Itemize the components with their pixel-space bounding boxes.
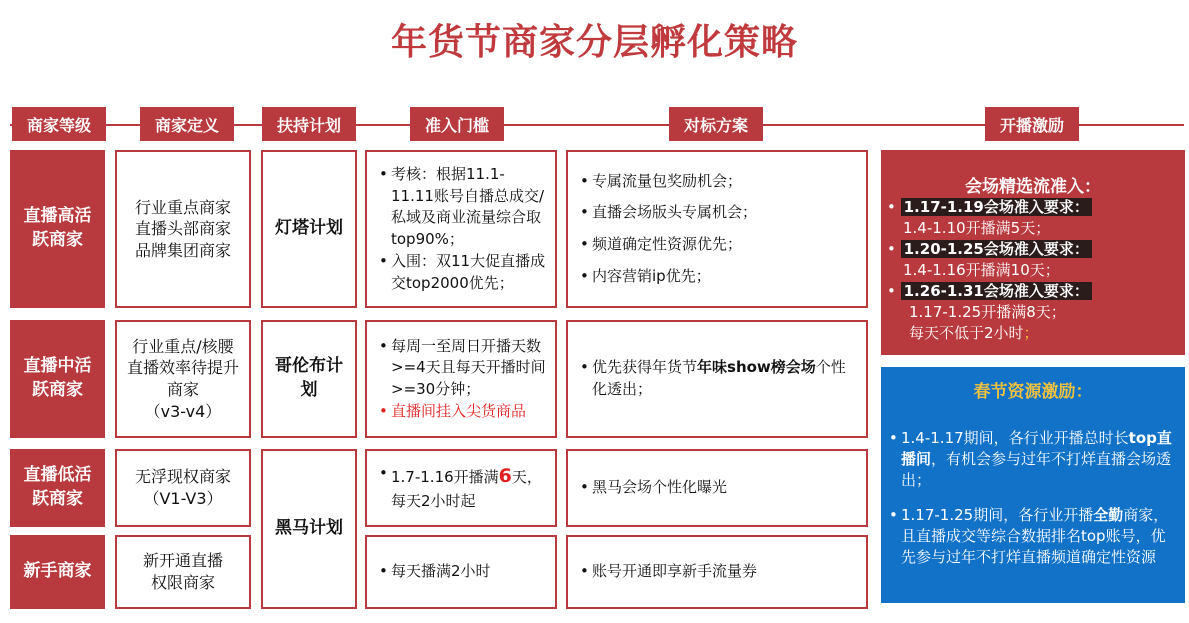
incentive-venue-title: 会场精选流准入：	[965, 177, 1101, 197]
definition-line: （v3-v4）	[144, 401, 222, 421]
spring-text: ，有机会参与过年不打烊直播会场透出；	[901, 450, 1172, 489]
benchmark-low	[566, 449, 868, 527]
header-benchmark: 对标方案	[669, 107, 763, 141]
benchmark-item: • 专属流量包奖励机会；	[592, 171, 858, 193]
definition-line: 直播效率待提升	[126, 358, 239, 378]
definition-low	[115, 449, 251, 527]
benchmark-text: 新手流量券	[682, 562, 758, 581]
venue-req-3: • 1.26-1.31会场准入要求：	[887, 281, 1175, 302]
spring-bold: top直播间	[901, 429, 1172, 468]
incentive-spring-title: 春节资源激励：	[973, 382, 1093, 402]
spring-text: 1.17-1.25期间，各行业开播	[901, 506, 1094, 524]
definition-high	[115, 150, 251, 308]
level-new	[10, 535, 105, 609]
benchmark-item: • 直播会场版头专属机会；	[592, 202, 858, 224]
plan-darkhorse	[261, 449, 357, 609]
benchmark-mid	[566, 320, 868, 438]
benchmark-high	[566, 150, 868, 308]
benchmark-text: 账号开通即享	[592, 562, 683, 581]
venue-req-detail	[887, 323, 1175, 344]
spring-item	[901, 505, 1175, 568]
venue-req-2: • 1.20-1.25会场准入要求：	[887, 239, 1175, 260]
venue-req-detail: 1.17-1.25开播满8天；	[909, 303, 1066, 321]
threshold-text: 天，每天2小时起	[391, 468, 542, 510]
threshold-item: • 每周一至周日开播天数>=4天且每天开播时间>=30分钟；	[391, 336, 547, 401]
header-plan: 扶持计划	[262, 107, 356, 141]
level-low	[10, 449, 105, 527]
venue-req-label: 1.20-1.25会场准入要求：	[901, 240, 1092, 258]
header-definition: 商家定义	[140, 107, 234, 141]
threshold-new	[365, 535, 557, 609]
definition-line: 权限商家	[150, 573, 215, 592]
venue-req-label: 1.26-1.31会场准入要求：	[901, 282, 1092, 300]
header-level: 商家等级	[12, 107, 106, 141]
level-high	[10, 150, 105, 308]
threshold-mid	[365, 320, 557, 438]
threshold-text: 1.7-1.16开播满	[391, 468, 499, 487]
plan-columbus	[261, 320, 357, 438]
definition-line: 行业重点商家	[134, 197, 231, 217]
threshold-item: • 每天播满2小时	[391, 561, 491, 583]
venue-req-1: • 1.17-1.19会场准入要求：	[887, 197, 1175, 218]
definition-line: 品牌集团商家	[134, 240, 231, 260]
spring-text: 商家，且直播成交等综合数据排名top账号，优先参与过年不打烊直播频道确定性资源	[901, 506, 1169, 566]
benchmark-text: 个性化透出；	[592, 358, 846, 398]
definition-line: 直播头部商家	[134, 219, 231, 239]
plan-label: 灯塔计划	[275, 218, 343, 239]
definition-line: 商家	[166, 380, 199, 399]
threshold-item-highlight: • 直播间挂入尖货商品	[391, 401, 547, 423]
benchmark-item	[592, 357, 858, 401]
spring-item	[901, 428, 1175, 491]
level-low-label: 直播低活跃商家	[23, 465, 92, 509]
header-incentive: 开播激励	[985, 107, 1079, 141]
definition-mid	[115, 320, 251, 438]
level-new-label: 新手商家	[23, 561, 92, 582]
definition-line: （V1-V3）	[143, 489, 223, 508]
incentive-venue-panel	[881, 150, 1185, 355]
threshold-days: 6	[498, 465, 512, 488]
spring-bold: 全勤	[1093, 506, 1124, 524]
venue-req-text: 每天不低于2小时	[909, 324, 1024, 342]
threshold-item: • 考核：根据11.1-11.11账号自播总成交/私域及商业流量综合取top90%；	[391, 164, 547, 251]
plan-label: 哥伦布计划	[275, 356, 343, 400]
benchmark-item: • 黑马会场个性化曝光	[592, 477, 727, 499]
threshold-item: • 入围：双11大促直播成交top2000优先；	[391, 251, 547, 295]
header-threshold: 准入门槛	[410, 107, 504, 141]
threshold-high	[365, 150, 557, 308]
threshold-item	[391, 463, 547, 512]
spring-text: 1.4-1.17期间，各行业开播总时长	[901, 429, 1129, 447]
page-title: 年货节商家分层孵化策略	[390, 22, 798, 63]
plan-lighthouse	[261, 150, 357, 308]
benchmark-venue: 年味show榜会场	[697, 358, 816, 377]
venue-req-end: ；	[1023, 324, 1039, 342]
benchmark-new	[566, 535, 868, 609]
level-mid	[10, 320, 105, 438]
benchmark-text: 优先获得年货节	[592, 358, 698, 377]
venue-req-label: 1.17-1.19会场准入要求：	[901, 198, 1092, 216]
plan-label: 黑马计划	[275, 518, 343, 539]
benchmark-item: • 内容营销ip优先；	[592, 266, 858, 288]
benchmark-item	[592, 561, 757, 583]
definition-line: 行业重点/核腰	[132, 336, 234, 356]
venue-req-detail: 1.4-1.10开播满5天；	[903, 219, 1051, 237]
benchmark-item: • 频道确定性资源优先；	[592, 234, 858, 256]
incentive-spring-panel	[881, 367, 1185, 603]
threshold-low	[365, 449, 557, 527]
definition-line: 无浮现权商家	[134, 467, 231, 487]
level-mid-label: 直播中活跃商家	[23, 356, 92, 400]
definition-line: 新开通直播	[142, 551, 223, 571]
level-high-label: 直播高活跃商家	[23, 206, 92, 250]
venue-req-detail: 1.4-1.16开播满10天；	[903, 261, 1060, 279]
definition-new	[115, 535, 251, 609]
